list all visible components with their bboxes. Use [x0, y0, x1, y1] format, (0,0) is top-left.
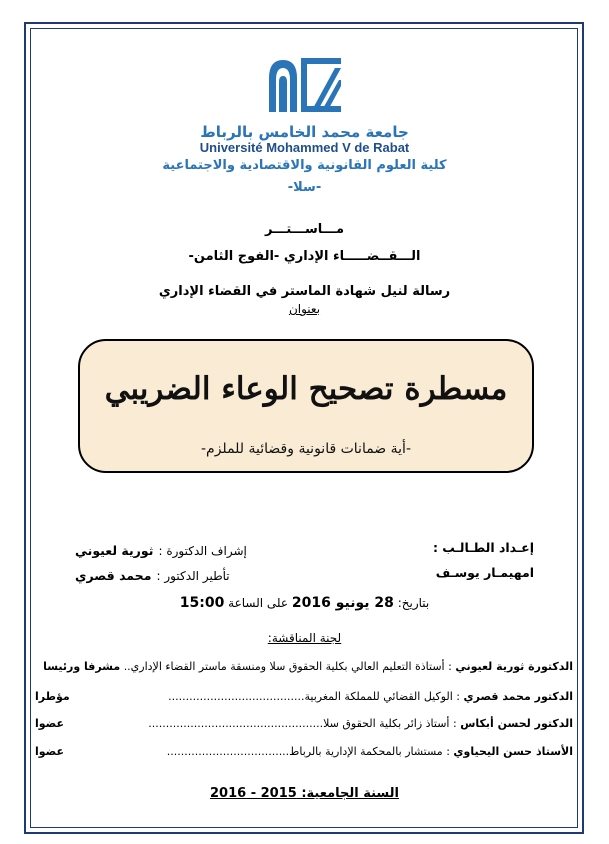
member-role: مشرفا ورئيسا: [43, 660, 121, 673]
faculty-name: كلية العلوم القانونية والاقتصادية والاجتماعية: [162, 158, 447, 173]
prepared-by-label: إعـداد الطـالـب :: [432, 540, 534, 555]
defense-date: 28 يونيو 2016: [291, 595, 394, 611]
thesis-title: مسطرة تصحيح الوعاء الضريبي: [104, 371, 508, 407]
member-role: عضوا: [35, 745, 65, 758]
university-logo-icon: [263, 54, 347, 116]
city-name: -سلا-: [287, 180, 322, 195]
member-role: عضوا: [35, 717, 65, 730]
member-name: الدكتور لحسن أبكاس: [460, 717, 573, 730]
thesis-subtitle: -أية ضمانات قانونية وقضائية للملزم-: [200, 441, 411, 457]
supervision-label: إشراف الدكتورة :: [158, 544, 247, 558]
committee-heading: لجنة المناقشة:: [267, 631, 342, 645]
member-name: الدكتور محمد قصري: [463, 690, 573, 703]
member-desc: : الوكيل القضائي للمملكة المغربية.......................................: [168, 690, 461, 703]
titled-label: بعنوان: [288, 302, 321, 316]
member-desc: : أستاذ زائر بكلية الحقوق سلا..................................................: [148, 717, 457, 730]
thesis-statement: رسالة لنيل شهادة الماستر في القضاء الإداري: [158, 284, 451, 299]
university-name-french: Université Mohammed V de Rabat: [199, 140, 410, 155]
member-name: الدكتورة ثورية لعيوني: [455, 660, 573, 673]
committee-member-3: [35, 717, 573, 730]
defense-date-line: [0, 595, 609, 611]
date-prefix: بتاريخ:: [397, 596, 430, 610]
student-name: امهيمـار يوسـف: [435, 565, 534, 580]
member-desc: : مستشار بالمحكمة الإدارية بالرباط...................................: [166, 745, 450, 758]
guidance-line: [75, 565, 230, 584]
university-name-arabic: جامعة محمد الخامس بالرباط: [200, 123, 409, 141]
member-name: الأستاذ حسن اليحياوي: [453, 745, 573, 758]
guidance-label: تأطير الدكتور :: [156, 569, 230, 583]
supervisor-name: ثورية لعيوني: [75, 543, 154, 558]
academic-year: السنة الجامعية: 2015 - 2016: [210, 786, 399, 801]
program-master: مـــاســـتـــر: [264, 222, 345, 237]
title-box: [78, 339, 534, 473]
committee-member-1: [35, 660, 573, 673]
guide-name: محمد قصري: [75, 568, 152, 583]
defense-time: 15:00: [179, 595, 225, 611]
committee-member-2: [35, 690, 573, 703]
program-branch: الـــقــضـــــاء الإداري -الفوج الثامن-: [188, 249, 421, 264]
member-role: مؤطرا: [35, 690, 70, 703]
member-desc: : أستاذة التعليم العالي بكلية الحقوق سلا ومنسقة ماستر القضاء الإداري..: [123, 660, 452, 673]
time-prefix: على الساعة: [228, 596, 289, 610]
committee-member-4: [35, 745, 573, 758]
supervision-line: [75, 540, 247, 559]
